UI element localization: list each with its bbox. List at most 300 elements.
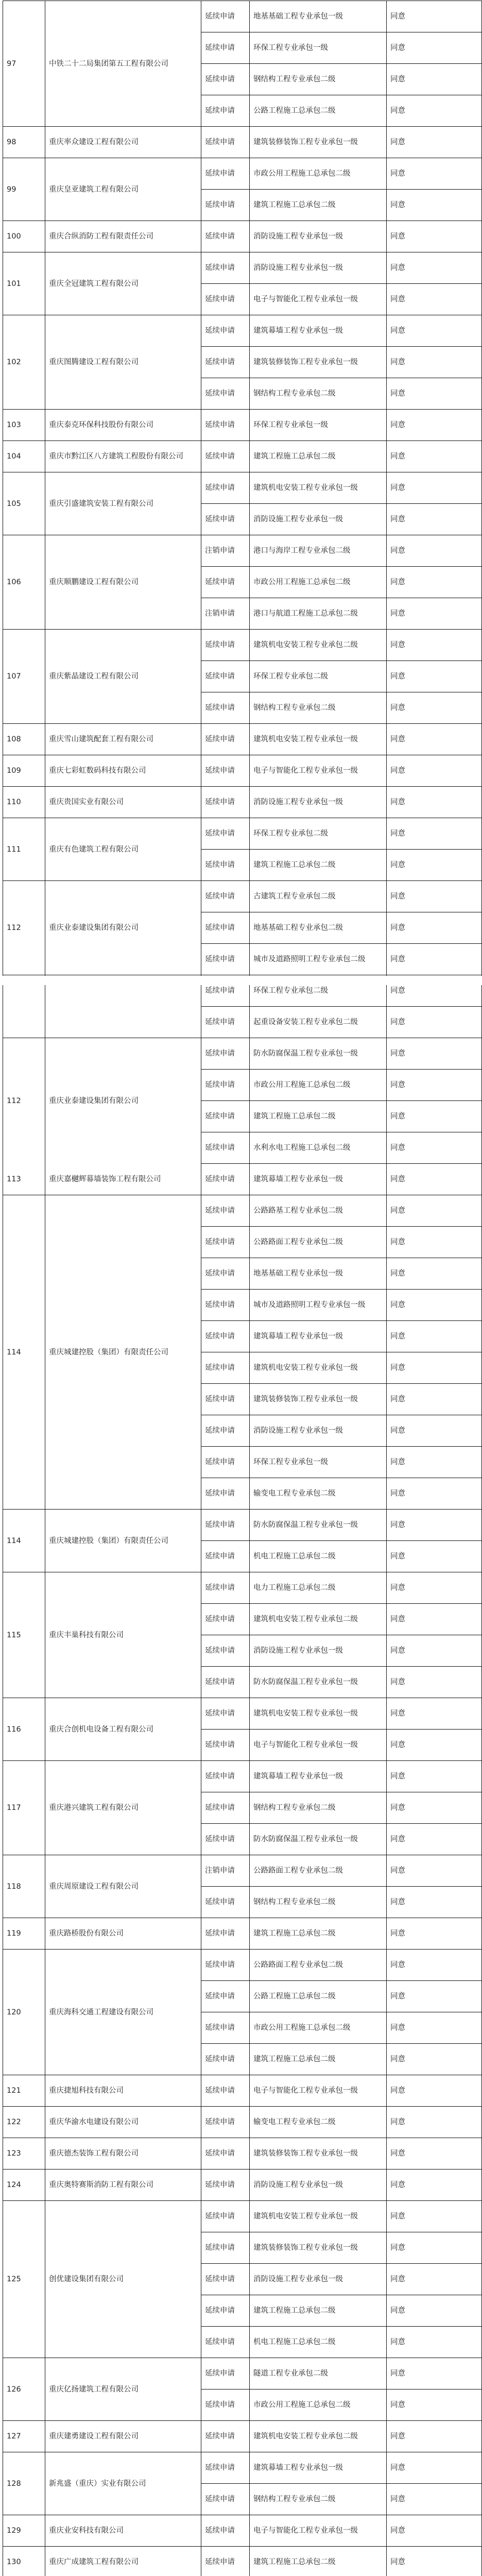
qualification: 输变电工程专业承包二级	[250, 1478, 387, 1510]
application-type: 延续申请	[201, 2484, 250, 2515]
qualification: 建筑机电安装工程专业承包二级	[250, 1604, 387, 1635]
application-type: 延续申请	[201, 1101, 250, 1132]
company-name: 重庆捷旭科技有限公司	[45, 2075, 201, 2107]
qualification: 消防设施工程专业承包一级	[250, 504, 387, 535]
qualification: 公路工程施工总承包二级	[250, 1981, 387, 2012]
row-number: 110	[3, 787, 45, 818]
application-type: 延续申请	[201, 1918, 250, 1950]
qualification: 输变电工程专业承包二级	[250, 2107, 387, 2138]
qualification: 环保工程专业承包一级	[250, 410, 387, 441]
review-opinion: 同意	[387, 2201, 482, 2232]
review-opinion: 同意	[387, 598, 482, 630]
application-type: 延续申请	[201, 441, 250, 472]
qualification: 建筑机电安装工程专业承包二级	[250, 2421, 387, 2452]
application-type: 延续申请	[201, 2421, 250, 2452]
review-opinion: 同意	[387, 1541, 482, 1572]
review-opinion: 同意	[387, 1572, 482, 1604]
table-row	[3, 2138, 482, 2170]
qualification: 城市及道路照明工程专业承包二级	[250, 944, 387, 975]
application-type: 延续申请	[201, 284, 250, 315]
review-opinion: 同意	[387, 2547, 482, 2576]
qualification: 电子与智能化工程专业承包一级	[250, 2515, 387, 2547]
review-opinion: 同意	[387, 1824, 482, 1855]
table-row	[3, 2452, 482, 2484]
approval-table	[3, 1, 482, 2576]
application-type: 延续申请	[201, 818, 250, 850]
table-row	[3, 2201, 482, 2232]
application-type: 延续申请	[201, 1038, 250, 1070]
review-opinion: 同意	[387, 252, 482, 284]
application-type: 延续申请	[201, 315, 250, 347]
company-name: 重庆城建控股（集团）有限责任公司	[45, 1510, 201, 1572]
table-row	[3, 2075, 482, 2107]
table-row	[3, 315, 482, 347]
review-opinion: 同意	[387, 1258, 482, 1290]
company-name: 重庆业泰建设集团有限公司	[45, 881, 201, 975]
review-opinion: 同意	[387, 2107, 482, 2138]
application-type: 延续申请	[201, 1415, 250, 1447]
review-opinion: 同意	[387, 1667, 482, 1698]
application-type: 延续申请	[201, 1510, 250, 1541]
application-type: 延续申请	[201, 1730, 250, 1761]
application-type: 延续申请	[201, 2107, 250, 2138]
review-opinion: 同意	[387, 1384, 482, 1415]
table-row	[3, 818, 482, 850]
review-opinion: 同意	[387, 1164, 482, 1195]
review-opinion: 同意	[387, 221, 482, 252]
qualification: 消防设施工程专业承包一级	[250, 2264, 387, 2295]
review-opinion: 同意	[387, 1887, 482, 1918]
review-opinion: 同意	[387, 315, 482, 347]
qualification: 电子与智能化工程专业承包一级	[250, 2075, 387, 2107]
company-name: 重庆建勇建设工程有限公司	[45, 2421, 201, 2452]
application-type: 延续申请	[201, 1258, 250, 1290]
qualification: 建筑工程施工总承包二级	[250, 2295, 387, 2327]
table-row	[3, 2170, 482, 2201]
company-name: 重庆引盛建筑安装工程有限公司	[45, 472, 201, 535]
application-type: 延续申请	[201, 1572, 250, 1604]
application-type: 延续申请	[201, 1887, 250, 1918]
qualification: 防水防腐保温工程专业承包一级	[250, 1824, 387, 1855]
qualification: 建筑幕墙工程专业承包一级	[250, 315, 387, 347]
qualification: 电子与智能化工程专业承包一级	[250, 284, 387, 315]
table-row	[3, 755, 482, 787]
qualification: 建筑幕墙工程专业承包一级	[250, 2452, 387, 2484]
company-name: 重庆海科交通工程建设有限公司	[45, 1950, 201, 2075]
review-opinion: 同意	[387, 2484, 482, 2515]
qualification: 钢结构工程专业承包二级	[250, 1792, 387, 1824]
qualification: 起重设备安装工程专业承包二级	[250, 1007, 387, 1038]
application-type: 延续申请	[201, 2044, 250, 2075]
review-opinion: 同意	[387, 1007, 482, 1038]
company-name: 重庆路桥股份有限公司	[45, 1918, 201, 1950]
application-type: 延续申请	[201, 2358, 250, 2389]
qualification: 公路路面工程专业承包二级	[250, 1950, 387, 1981]
company-name: 重庆市黔江区八方建筑工程股份有限公司	[45, 441, 201, 472]
application-type: 延续申请	[201, 127, 250, 158]
review-opinion: 同意	[387, 1101, 482, 1132]
company-name: 重庆雪山建筑配套工程有限公司	[45, 724, 201, 755]
qualification: 建筑工程施工总承包二级	[250, 190, 387, 221]
application-type: 延续申请	[201, 347, 250, 378]
application-type: 延续申请	[201, 2012, 250, 2044]
qualification: 电力工程施工总承包二级	[250, 1572, 387, 1604]
application-type: 延续申请	[201, 1541, 250, 1572]
company-name: 重庆广成建筑工程有限公司	[45, 2547, 201, 2576]
application-type: 注销申请	[201, 598, 250, 630]
row-number: 116	[3, 1698, 45, 1761]
review-opinion: 同意	[387, 1981, 482, 2012]
application-type: 延续申请	[201, 2295, 250, 2327]
qualification: 市政公用工程施工总承包二级	[250, 2012, 387, 2044]
application-type: 延续申请	[201, 378, 250, 410]
application-type: 延续申请	[201, 410, 250, 441]
application-type: 延续申请	[201, 1478, 250, 1510]
qualification: 建筑装修装饰工程专业承包一级	[250, 347, 387, 378]
qualification: 钢结构工程专业承包二级	[250, 64, 387, 95]
application-type: 延续申请	[201, 64, 250, 95]
application-type: 延续申请	[201, 1290, 250, 1321]
row-number: 108	[3, 724, 45, 755]
table-row	[3, 1038, 482, 1070]
review-opinion: 同意	[387, 1227, 482, 1258]
qualification: 建筑装修装饰工程专业承包一级	[250, 2232, 387, 2264]
qualification: 建筑工程施工总承包二级	[250, 1918, 387, 1950]
application-type: 延续申请	[201, 1227, 250, 1258]
application-type: 延续申请	[201, 912, 250, 944]
review-opinion: 同意	[387, 724, 482, 755]
review-opinion: 同意	[387, 127, 482, 158]
qualification: 建筑机电安装工程专业承包一级	[250, 472, 387, 504]
application-type: 延续申请	[201, 1132, 250, 1164]
review-opinion: 同意	[387, 2138, 482, 2170]
table-row	[3, 2358, 482, 2389]
row-number: 98	[3, 127, 45, 158]
review-opinion: 同意	[387, 1604, 482, 1635]
company-name: 重庆城建控股（集团）有限责任公司	[45, 1195, 201, 1510]
application-type: 延续申请	[201, 252, 250, 284]
application-type: 延续申请	[201, 1195, 250, 1227]
review-opinion: 同意	[387, 1698, 482, 1730]
application-type: 延续申请	[201, 1950, 250, 1981]
review-opinion: 同意	[387, 1950, 482, 1981]
row-number: 102	[3, 315, 45, 410]
review-opinion: 同意	[387, 472, 482, 504]
review-opinion: 同意	[387, 692, 482, 724]
row-number: 117	[3, 1761, 45, 1855]
row-number: 101	[3, 252, 45, 315]
review-opinion: 同意	[387, 2170, 482, 2201]
row-number: 100	[3, 221, 45, 252]
company-name: 重庆皇亚建筑工程有限公司	[45, 158, 201, 221]
qualification: 地基基础工程专业承包一级	[250, 1258, 387, 1290]
review-opinion: 同意	[387, 1855, 482, 1887]
qualification: 环保工程专业承包二级	[250, 975, 387, 1007]
review-opinion: 同意	[387, 32, 482, 64]
table-row	[3, 410, 482, 441]
review-opinion: 同意	[387, 2389, 482, 2421]
qualification: 公路路基工程专业承包二级	[250, 1195, 387, 1227]
table-row	[3, 787, 482, 818]
application-type: 延续申请	[201, 2232, 250, 2264]
review-opinion: 同意	[387, 410, 482, 441]
review-opinion: 同意	[387, 975, 482, 1007]
table-row	[3, 630, 482, 661]
row-number: 109	[3, 755, 45, 787]
review-opinion: 同意	[387, 1321, 482, 1352]
company-name: 重庆泰克环保科技股份有限公司	[45, 410, 201, 441]
row-number: 104	[3, 441, 45, 472]
qualification: 机电工程施工总承包二级	[250, 2327, 387, 2358]
qualification: 电子与智能化工程专业承包一级	[250, 1730, 387, 1761]
review-opinion: 同意	[387, 1730, 482, 1761]
application-type: 延续申请	[201, 1761, 250, 1792]
qualification: 建筑工程施工总承包二级	[250, 1101, 387, 1132]
application-type: 延续申请	[201, 2389, 250, 2421]
qualification: 建筑装修装饰工程专业承包一级	[250, 2138, 387, 2170]
qualification: 消防设施工程专业承包一级	[250, 252, 387, 284]
application-type: 延续申请	[201, 504, 250, 535]
company-name: 重庆全冠建筑工程有限公司	[45, 252, 201, 315]
application-type: 延续申请	[201, 32, 250, 64]
review-opinion: 同意	[387, 2421, 482, 2452]
qualification: 消防设施工程专业承包一级	[250, 787, 387, 818]
review-opinion: 同意	[387, 504, 482, 535]
review-opinion: 同意	[387, 158, 482, 190]
qualification: 建筑机电安装工程专业承包二级	[250, 630, 387, 661]
qualification: 钢结构工程专业承包二级	[250, 692, 387, 724]
table-row	[3, 535, 482, 567]
row-number: 107	[3, 630, 45, 724]
qualification: 市政公用工程施工总承包二级	[250, 567, 387, 598]
application-type: 延续申请	[201, 2547, 250, 2576]
qualification: 公路工程施工总承包二级	[250, 95, 387, 127]
table-row	[3, 881, 482, 912]
qualification: 建筑机电安装工程专业承包一级	[250, 724, 387, 755]
qualification: 环保工程专业承包一级	[250, 32, 387, 64]
table-row	[3, 158, 482, 190]
qualification: 建筑机电安装工程专业承包一级	[250, 2201, 387, 2232]
row-number: 111	[3, 818, 45, 881]
qualification: 建筑装修装饰工程专业承包一级	[250, 127, 387, 158]
application-type: 延续申请	[201, 2327, 250, 2358]
row-number: 121	[3, 2075, 45, 2107]
qualification: 市政公用工程施工总承包二级	[250, 2389, 387, 2421]
qualification: 港口与航道工程施工总承包二级	[250, 598, 387, 630]
company-name: 重庆有色建筑工程有限公司	[45, 818, 201, 881]
application-type: 延续申请	[201, 567, 250, 598]
qualification: 公路路面工程专业承包二级	[250, 1855, 387, 1887]
table-row	[3, 2547, 482, 2576]
review-opinion: 同意	[387, 1195, 482, 1227]
qualification: 市政公用工程施工总承包二级	[250, 1070, 387, 1101]
row-number: 120	[3, 1950, 45, 2075]
review-opinion: 同意	[387, 850, 482, 881]
application-type: 延续申请	[201, 692, 250, 724]
review-opinion: 同意	[387, 2044, 482, 2075]
application-type: 延续申请	[201, 1352, 250, 1384]
application-type: 延续申请	[201, 1667, 250, 1698]
table-row	[3, 1761, 482, 1792]
application-type: 延续申请	[201, 787, 250, 818]
review-opinion: 同意	[387, 944, 482, 975]
row-number: 128	[3, 2452, 45, 2515]
review-opinion: 同意	[387, 881, 482, 912]
company-name: 重庆业泰建设集团有限公司	[45, 1038, 201, 1164]
row-number: 114	[3, 1510, 45, 1572]
company-name: 创优建设集团有限公司	[45, 2201, 201, 2358]
row-number: 127	[3, 2421, 45, 2452]
qualification: 消防设施工程专业承包一级	[250, 221, 387, 252]
review-opinion: 同意	[387, 1352, 482, 1384]
table-row	[3, 221, 482, 252]
qualification: 防水防腐保温工程专业承包一级	[250, 1667, 387, 1698]
row-number: 106	[3, 535, 45, 630]
table-row	[3, 127, 482, 158]
qualification: 消防设施工程专业承包一级	[250, 2170, 387, 2201]
review-opinion: 同意	[387, 567, 482, 598]
review-opinion: 同意	[387, 630, 482, 661]
review-opinion: 同意	[387, 2358, 482, 2389]
qualification: 钢结构工程专业承包二级	[250, 2484, 387, 2515]
company-name: 重庆亿扬建筑工程有限公司	[45, 2358, 201, 2421]
review-opinion: 同意	[387, 912, 482, 944]
qualification: 环保工程专业承包二级	[250, 661, 387, 692]
application-type: 延续申请	[201, 2452, 250, 2484]
company-name: 重庆华渝水电建设有限公司	[45, 2107, 201, 2138]
application-type: 延续申请	[201, 1604, 250, 1635]
qualification: 地基基础工程专业承包二级	[250, 912, 387, 944]
row-number: 114	[3, 1195, 45, 1510]
review-opinion: 同意	[387, 755, 482, 787]
application-type: 延续申请	[201, 1321, 250, 1352]
company-name: 中铁二十二局集团第五工程有限公司	[45, 1, 201, 127]
company-name: 新兆盛（重庆）实业有限公司	[45, 2452, 201, 2515]
row-number: 130	[3, 2547, 45, 2576]
table-row	[3, 441, 482, 472]
row-number: 99	[3, 158, 45, 221]
review-opinion: 同意	[387, 2012, 482, 2044]
company-name: 重庆周原建设工程有限公司	[45, 1855, 201, 1918]
application-type: 延续申请	[201, 1698, 250, 1730]
qualification: 环保工程专业承包二级	[250, 818, 387, 850]
application-type: 延续申请	[201, 975, 250, 1007]
review-opinion: 同意	[387, 378, 482, 410]
row-number: 119	[3, 1918, 45, 1950]
application-type: 延续申请	[201, 190, 250, 221]
review-opinion: 同意	[387, 1635, 482, 1667]
review-opinion: 同意	[387, 190, 482, 221]
review-opinion: 同意	[387, 1918, 482, 1950]
qualification: 防水防腐保温工程专业承包一级	[250, 1510, 387, 1541]
review-opinion: 同意	[387, 441, 482, 472]
row-number: 115	[3, 1572, 45, 1698]
qualification: 建筑幕墙工程专业承包一级	[250, 1321, 387, 1352]
table-row	[3, 724, 482, 755]
company-name: 重庆合纵消防工程有限责任公司	[45, 221, 201, 252]
page-break-gap	[0, 976, 482, 985]
application-type: 延续申请	[201, 755, 250, 787]
table-row	[3, 1950, 482, 1981]
review-opinion: 同意	[387, 64, 482, 95]
qualification: 隧道工程专业承包二级	[250, 2358, 387, 2389]
qualification: 钢结构工程专业承包二级	[250, 1887, 387, 1918]
qualification: 建筑装修装饰工程专业承包一级	[250, 1384, 387, 1415]
application-type: 注销申请	[201, 535, 250, 567]
row-number: 113	[3, 1164, 45, 1195]
application-type: 延续申请	[201, 221, 250, 252]
company-name: 重庆贵国实业有限公司	[45, 787, 201, 818]
qualification: 建筑机电安装工程专业承包一级	[250, 1698, 387, 1730]
table-row	[3, 1572, 482, 1604]
qualification: 建筑工程施工总承包二级	[250, 2547, 387, 2576]
review-opinion: 同意	[387, 818, 482, 850]
table-row	[3, 1855, 482, 1887]
company-name: 重庆图腾建设工程有限公司	[45, 315, 201, 410]
application-type: 延续申请	[201, 1007, 250, 1038]
row-number: 129	[3, 2515, 45, 2547]
qualification: 防水防腐保温工程专业承包一级	[250, 1038, 387, 1070]
row-number: 118	[3, 1855, 45, 1918]
review-opinion: 同意	[387, 2264, 482, 2295]
review-opinion: 同意	[387, 2327, 482, 2358]
review-opinion: 同意	[387, 95, 482, 127]
review-opinion: 同意	[387, 347, 482, 378]
row-number: 112	[3, 1038, 45, 1164]
table-row	[3, 1164, 482, 1195]
application-type: 延续申请	[201, 2201, 250, 2232]
application-type: 延续申请	[201, 1447, 250, 1478]
company-name: 重庆七彩虹数码科技有限公司	[45, 755, 201, 787]
row-number: 122	[3, 2107, 45, 2138]
qualification: 钢结构工程专业承包二级	[250, 378, 387, 410]
application-type: 延续申请	[201, 630, 250, 661]
company-name: 重庆业安科技有限公司	[45, 2515, 201, 2547]
application-type: 延续申请	[201, 1070, 250, 1101]
row-number: 105	[3, 472, 45, 535]
review-opinion: 同意	[387, 1038, 482, 1070]
application-type: 延续申请	[201, 1981, 250, 2012]
review-opinion: 同意	[387, 661, 482, 692]
table-row	[3, 1510, 482, 1541]
row-number: 124	[3, 2170, 45, 2201]
company-name: 重庆紫晶建设工程有限公司	[45, 630, 201, 724]
table-row	[3, 1, 482, 32]
application-type: 注销申请	[201, 1855, 250, 1887]
application-type: 延续申请	[201, 1164, 250, 1195]
row-number: 112	[3, 881, 45, 975]
review-opinion: 同意	[387, 1, 482, 32]
company-name: 重庆顺鹏建设工程有限公司	[45, 535, 201, 630]
company-name: 重庆合创机电设备工程有限公司	[45, 1698, 201, 1761]
table-row	[3, 2107, 482, 2138]
application-type: 延续申请	[201, 158, 250, 190]
qualification: 建筑工程施工总承包二级	[250, 850, 387, 881]
company-name: 重庆率众建设工程有限公司	[45, 127, 201, 158]
qualification: 古建筑工程专业承包二级	[250, 881, 387, 912]
qualification: 建筑工程施工总承包二级	[250, 441, 387, 472]
row-number: 103	[3, 410, 45, 441]
company-name: 重庆嘉樾辉幕墙装饰工程有限公司	[45, 1164, 201, 1195]
application-type: 延续申请	[201, 881, 250, 912]
review-opinion: 同意	[387, 2295, 482, 2327]
review-opinion: 同意	[387, 2452, 482, 2484]
review-opinion: 同意	[387, 535, 482, 567]
application-type: 延续申请	[201, 472, 250, 504]
review-opinion: 同意	[387, 1132, 482, 1164]
qualification: 市政公用工程施工总承包二级	[250, 158, 387, 190]
table-row	[3, 2515, 482, 2547]
